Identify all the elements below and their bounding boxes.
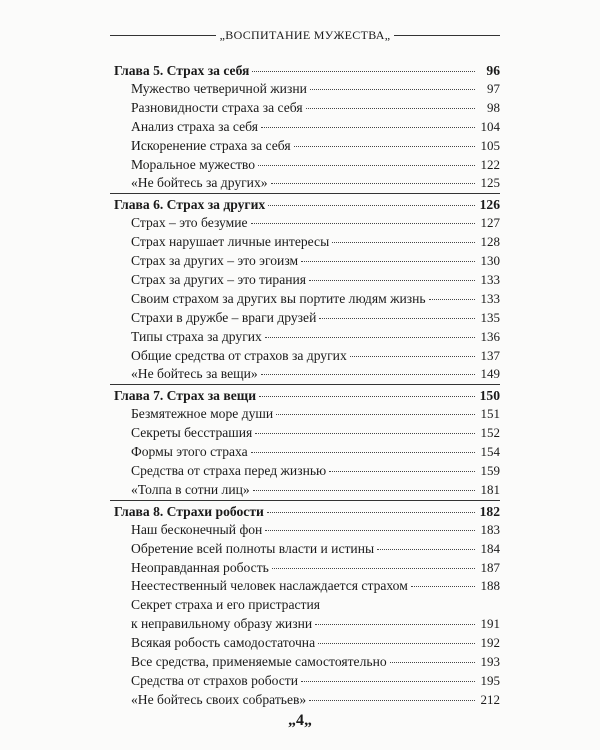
book-title: „ВОСПИТАНИЕ МУЖЕСТВА„ — [219, 28, 391, 42]
entry-title: Неестественный человек наслаждается страхом — [131, 578, 408, 594]
chapter-page: 126 — [479, 197, 500, 213]
entry-title: Все средства, применяемые самостоятельно — [131, 654, 387, 670]
dot-leader — [301, 681, 475, 682]
toc-entry — [110, 540, 500, 559]
dot-leader — [301, 261, 475, 262]
entry-page: 125 — [480, 175, 500, 191]
entry-title: Страх – это безумие — [131, 215, 248, 231]
entry-page: 98 — [487, 99, 500, 115]
dot-leader — [377, 549, 475, 550]
toc-entry — [110, 118, 500, 137]
chapter-title: Глава 8. Страхи робости — [114, 503, 264, 519]
dot-leader — [265, 337, 475, 338]
toc-entry — [110, 691, 500, 710]
entry-title: Типы страха за других — [131, 328, 262, 344]
entry-page: 183 — [480, 521, 500, 537]
toc-entry — [110, 596, 500, 615]
running-head — [110, 28, 500, 43]
entry-page: 193 — [480, 654, 500, 670]
entry-title: Секрет страха и его пристрастия — [131, 597, 321, 613]
toc-entry — [110, 577, 500, 596]
entry-page: 104 — [480, 118, 500, 134]
toc-entry — [110, 615, 500, 634]
entry-page: 181 — [480, 481, 500, 497]
dot-leader — [267, 512, 475, 513]
chapter-page: 182 — [479, 503, 500, 519]
header-rule-right — [394, 35, 500, 36]
dot-leader — [329, 471, 475, 472]
entry-page: 195 — [480, 672, 500, 688]
entry-title: Средства от страха перед жизнью — [131, 463, 327, 479]
entry-title: Формы этого страха — [131, 444, 248, 460]
toc-entry — [110, 137, 500, 156]
chapter-page: 96 — [486, 63, 500, 78]
entry-page: 128 — [480, 234, 500, 250]
entry-page: 133 — [480, 272, 500, 288]
dot-leader — [272, 568, 475, 569]
dot-leader — [315, 624, 475, 625]
chapter-heading — [110, 501, 500, 521]
chapter-block — [110, 384, 500, 499]
toc-entry — [110, 462, 500, 481]
dot-leader — [255, 433, 475, 434]
dot-leader — [318, 643, 475, 644]
entry-title: Своим страхом за других вы портите людям жизнь — [131, 290, 426, 306]
entry-title: Наш бесконечный фон — [131, 521, 263, 537]
toc-entry — [110, 80, 500, 99]
chapter-title: Глава 7. Страх за вещи — [114, 388, 257, 404]
entry-title: «Не бойтесь своих собратьев» — [131, 691, 307, 707]
toc-entry — [110, 328, 500, 347]
dot-leader — [306, 108, 475, 109]
toc-entry — [110, 309, 500, 328]
entry-title: Секреты бесстрашия — [131, 425, 253, 441]
entry-page: 159 — [480, 463, 500, 479]
entry-title: Разновидности страха за себя — [131, 99, 303, 115]
entry-title: «Не бойтесь за других» — [131, 175, 268, 191]
toc-entry — [110, 405, 500, 424]
chapter-page: 150 — [479, 388, 500, 404]
entry-page: 122 — [480, 156, 500, 172]
entry-page: 105 — [480, 137, 500, 153]
dot-leader — [259, 396, 475, 397]
chapter-block — [110, 500, 500, 710]
page-number: „4„ — [288, 712, 312, 729]
entry-title: Анализ страха за себя — [131, 118, 258, 134]
dot-leader — [411, 586, 475, 587]
chapter-block — [110, 193, 500, 384]
entry-page: 133 — [480, 290, 500, 306]
toc-entry — [110, 271, 500, 290]
entry-page: 152 — [480, 425, 500, 441]
chapter-title: Глава 5. Страх за себя — [114, 63, 250, 78]
toc-entry — [110, 290, 500, 309]
dot-leader — [268, 205, 475, 206]
toc-entry — [110, 424, 500, 443]
entry-page: 136 — [480, 328, 500, 344]
chapter-heading — [110, 194, 500, 214]
dot-leader — [350, 356, 475, 357]
entry-page: 97 — [487, 81, 500, 96]
dot-leader — [390, 662, 475, 663]
entry-title: Искоренение страха за себя — [131, 137, 291, 153]
dot-leader — [276, 414, 475, 415]
entry-title: Страх за других – это тирания — [131, 272, 307, 288]
toc-entry — [110, 365, 500, 384]
dot-leader — [294, 146, 475, 147]
dot-leader — [309, 280, 475, 281]
entry-title: Страх за других – это эгоизм — [131, 253, 299, 269]
entry-page: 127 — [480, 215, 500, 231]
entry-page: 154 — [480, 444, 500, 460]
dot-leader — [253, 490, 475, 491]
toc-entry — [110, 443, 500, 462]
entry-title: «Толпа в сотни лиц» — [131, 481, 250, 497]
dot-leader — [271, 183, 475, 184]
entry-title: Страхи в дружбе – враги друзей — [131, 309, 317, 325]
entry-title: Средства от страхов робости — [131, 672, 298, 688]
dot-leader — [309, 700, 475, 701]
entry-title: Безмятежное море души — [131, 406, 274, 422]
entry-page: 187 — [480, 559, 500, 575]
toc-entry — [110, 214, 500, 233]
entry-page: 135 — [480, 309, 500, 325]
entry-page: 212 — [480, 691, 500, 707]
entry-page: 184 — [480, 540, 500, 556]
toc-entry — [110, 653, 500, 672]
dot-leader — [261, 127, 475, 128]
toc-entry — [110, 634, 500, 653]
entry-title: Всякая робость самодостаточна — [131, 635, 316, 651]
entry-page: 130 — [480, 253, 500, 269]
chapter-heading — [110, 385, 500, 405]
entry-title: Обретение всей полноты власти и истины — [131, 540, 375, 556]
dot-leader — [429, 299, 475, 300]
entry-title: Страх нарушает личные интересы — [131, 234, 330, 250]
entry-page: 137 — [480, 347, 500, 363]
table-of-contents — [110, 60, 500, 710]
dot-leader — [319, 318, 475, 319]
header-rule-left — [110, 35, 216, 36]
entry-page: 192 — [480, 635, 500, 651]
entry-title: «Не бойтесь за вещи» — [131, 366, 258, 382]
toc-entry — [110, 559, 500, 578]
dot-leader — [251, 223, 475, 224]
entry-page: 188 — [480, 578, 500, 594]
dot-leader — [261, 374, 475, 375]
toc-entry — [110, 252, 500, 271]
toc-entry — [110, 521, 500, 540]
entry-title: к неправильному образу жизни — [131, 616, 313, 632]
dot-leader — [258, 165, 475, 166]
chapter-title: Глава 6. Страх за других — [114, 197, 266, 213]
entry-title: Общие средства от страхов за других — [131, 347, 347, 363]
entry-page: 191 — [480, 616, 500, 632]
chapter-heading — [110, 60, 500, 80]
toc-entry — [110, 99, 500, 118]
entry-page: 149 — [480, 366, 500, 382]
toc-entry — [110, 672, 500, 691]
toc-entry — [110, 156, 500, 175]
entry-title: Мужество четверичной жизни — [131, 81, 307, 96]
dot-leader — [251, 452, 475, 453]
dot-leader — [265, 530, 475, 531]
toc-entry — [110, 174, 500, 193]
entry-title: Моральное мужество — [131, 156, 256, 172]
dot-leader — [310, 89, 475, 90]
toc-entry — [110, 233, 500, 252]
toc-entry — [110, 347, 500, 366]
toc-entry — [110, 481, 500, 500]
chapter-block — [110, 60, 500, 193]
entry-title: Неоправданная робость — [131, 559, 269, 575]
entry-page: 151 — [480, 406, 500, 422]
dot-leader — [252, 71, 475, 72]
dot-leader — [332, 242, 475, 243]
